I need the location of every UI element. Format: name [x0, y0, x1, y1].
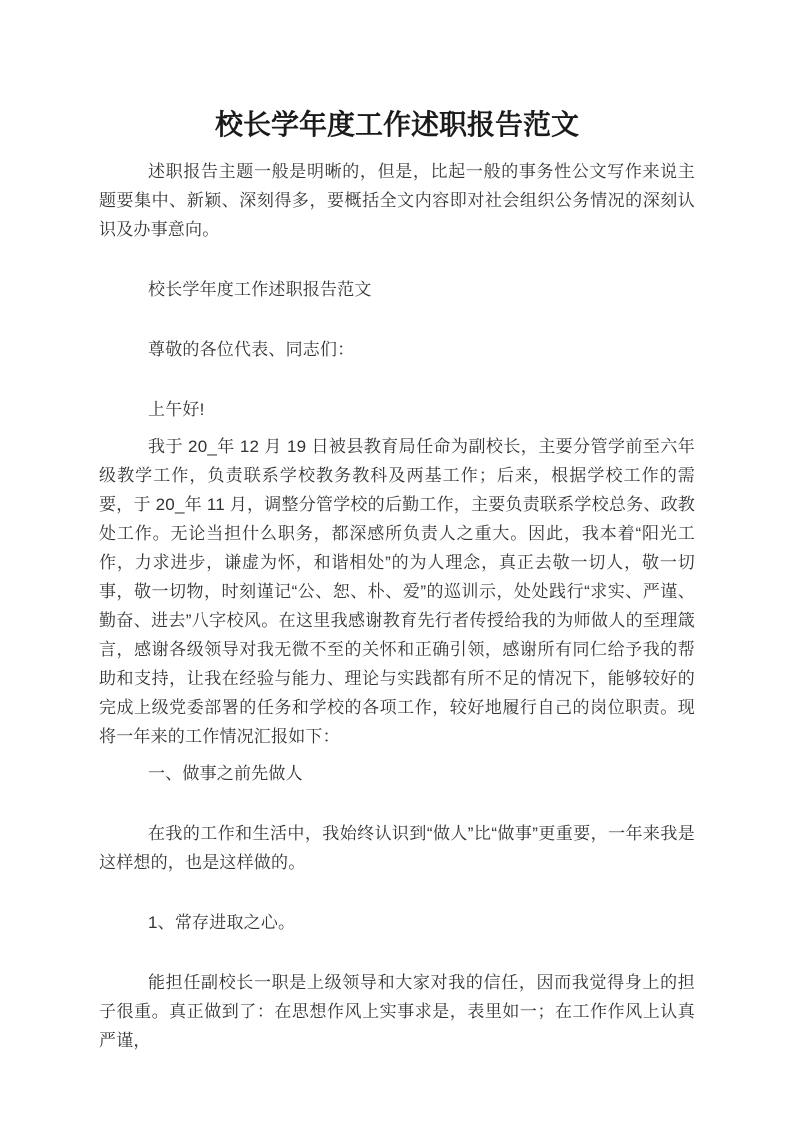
paragraph-section-heading-1: 一、做事之前先做人: [148, 764, 303, 783]
paragraph-subsection-1-text: 能担任副校长一职是上级领导和大家对我的信任，因而我觉得身上的担子很重。真正做到了：在思想作风上实事求是，表里如一；在工作作风上认真严谨，: [99, 973, 695, 1050]
paragraph-body-main: 我于 20_年 12 月 19 日被县教育局任命为副校长，主要分管学前至六年级教学工作，负责联系学校教务教科及两基工作；后来，根据学校工作的需要，于 20_年 11 月，调整分管学校的后勤工作，主要负责联系学校总务、政教处工作。无论当担什么职务，都深感所负责人之重大。因此，我本着“阳光工作，力求进步，谦虚为怀，和谐相处”的为人理念，真正去敬一切人，敬一切事，敬一切物，时刻谨记“公、恕、朴、爱”的巡训示，处处践行“求实、严谨、勤奋、进去”八字校风。在这里我感谢教育先行者传授给我的为师做人的至理箴言，感谢各级领导对我无微不至的关怀和正确引领，感谢所有同仁给予我的帮助和支持，让我在经验与能力、理论与实践都有所不足的情况下，能够较好的完成上级党委部署的任务和学校的各项工作，较好地履行自己的岗位职责。现将一年来的工作情况汇报如下：: [99, 437, 695, 746]
paragraph-salutation: 尊敬的各位代表、同志们：: [148, 340, 355, 359]
paragraph-greeting: 上午好!: [148, 400, 205, 419]
paragraph-subsection-heading-1: 1、常存进取之心。: [148, 913, 296, 932]
paragraph-section-1-text: 在我的工作和生活中，我始终认识到“做人”比“做事”更重要，一年来我是这样想的，也是这样做的。: [99, 824, 695, 872]
paragraph-subtitle: 校长学年度工作述职报告范文: [148, 280, 372, 299]
paragraph-intro: 述职报告主题一般是明晰的，但是，比起一般的事务性公文写作来说主题要集中、新颖、深刻得多，要概括全文内容即对社会组织公务情况的深刻认识及办事意向。: [99, 162, 695, 239]
document-title: 校长学年度工作述职报告范文: [214, 109, 579, 140]
